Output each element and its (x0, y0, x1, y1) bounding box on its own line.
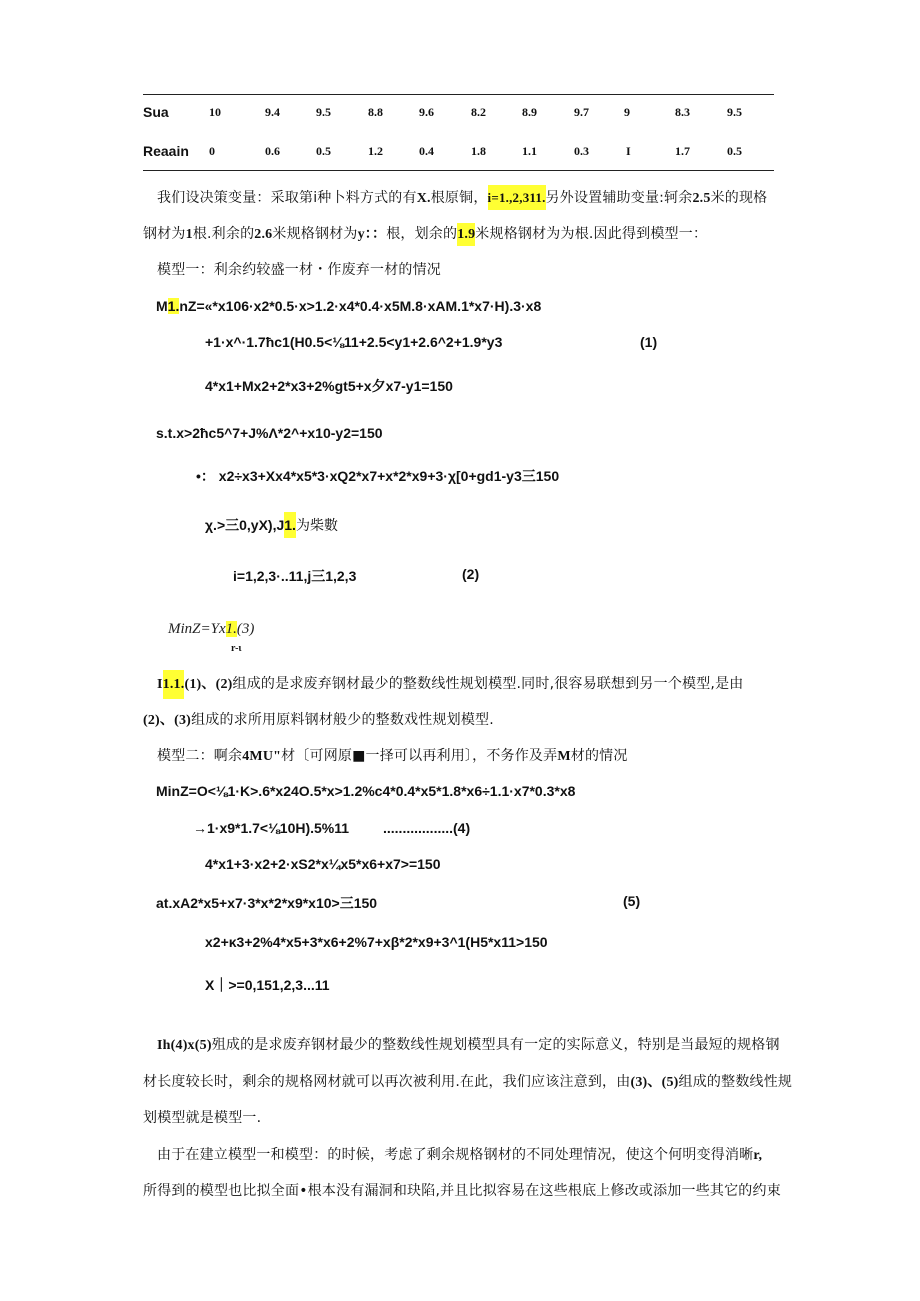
table-cell: 0.6 (265, 144, 280, 158)
model-one-heading: 模型一：利余约较盛一材・作废弃一材的情况 (157, 262, 441, 278)
equation-objective-3 (168, 621, 254, 638)
equation-objective-2-continued: →1·x9*1.7<⅛10H).5%11 (193, 820, 350, 836)
constraint-1: 4*x1+Mx2+2*x3+2%gt5+x夕x7-y1=150 (205, 378, 453, 394)
text: 材长度较长时，剩余的规格网材就可以再次被利用.在此，我们应该注意到，由 (143, 1074, 631, 1090)
text: Ih(4)x(5) (157, 1038, 212, 1053)
table-cell: I (626, 144, 631, 158)
table-cell: 10 (209, 105, 221, 119)
text: 钢材为 (143, 226, 186, 242)
table-row-sua (143, 104, 783, 126)
equation-number-5: (5) (623, 893, 641, 909)
table-cell: 1.2 (368, 144, 383, 158)
text: nZ=«*x106·x2*0.5·x>1.2·x4*0.4·x5M.8·xAM.1*x7·H).3·x8 (179, 298, 542, 314)
table-top-rule (143, 94, 774, 95)
text: r, (753, 1148, 763, 1163)
text: 根.利余的 (192, 226, 255, 242)
table-cell: 0 (209, 144, 215, 158)
table-cell: 0.5 (727, 144, 742, 158)
text: X. (416, 191, 431, 206)
index-range: i=1,2,3·..11,j三1,2,3 (233, 568, 357, 584)
table-row-reaain (143, 143, 783, 165)
text: χ.>三0,yX),J (205, 517, 285, 533)
text: (2)、(3) (143, 713, 192, 728)
text: 米规格钢材为为根.因此得到模型一： (475, 226, 708, 242)
equation-objective-1 (156, 298, 541, 314)
highlighted-text: i=1.,2,311. (488, 185, 546, 210)
table-cell: 8.2 (471, 105, 486, 119)
constraint-6: x2+κ3+2%4*x5+3*x6+2%7+xβ*2*x9+3^1(H5*x11>150 (205, 934, 548, 950)
text: (1)、(2) (184, 677, 233, 692)
text: 另外设置辅助变量:轲余 (545, 190, 693, 206)
constraint-4: 4*x1+3·x2+2·xS2*x¼x5*x6+x7>=150 (205, 856, 441, 872)
text: M (557, 749, 571, 764)
table-cell: 0.3 (574, 144, 589, 158)
text: 2.5 (692, 191, 711, 206)
text: 根原铜， (430, 190, 488, 206)
highlighted-text: 1. (284, 512, 296, 538)
model-two-heading (157, 745, 628, 765)
table-cell: 1.7 (675, 144, 690, 158)
text: 我们设决策变量：采取第i种卜料方式的有 (157, 190, 417, 206)
paragraph-conclusion-line1 (157, 1144, 762, 1164)
table-cell: 9.5 (727, 105, 742, 119)
text: y：： (357, 227, 387, 242)
text: M (156, 298, 168, 314)
text: (3) (236, 621, 255, 637)
text: 组成的是求废弃钢材最少的整数线性规划模型.同时,很容易联想到另一个模型,是由 (232, 676, 744, 692)
constraint-integer (205, 515, 338, 535)
table-cell: 8.3 (675, 105, 690, 119)
equation-objective-2: MinZ=O<⅛1·K>.6*x24O.5*x>1.2%c4*0.4*x5*1.8*x6÷1.1·x7*0.3*x8 (156, 783, 576, 799)
table-cell: 0.4 (419, 144, 434, 158)
text: (3)、(5) (630, 1075, 679, 1090)
table-bottom-rule (143, 170, 774, 171)
row-label-reaain: Reaain (143, 143, 189, 159)
highlighted-text: 1. (167, 298, 180, 314)
highlighted-text: 1. (225, 621, 237, 637)
paragraph-model-combination-line2 (143, 709, 494, 729)
table-cell: 9 (624, 105, 630, 119)
constraint-nonnegative: X｜>=0,151,2,3...11 (205, 977, 330, 993)
text: MinZ=Yx (168, 621, 226, 637)
highlighted-text: 1.9 (457, 223, 475, 246)
paragraph-model-significance-line3: 划模型就是模型一. (143, 1110, 262, 1126)
paragraph-decision-variables-line2 (143, 223, 707, 243)
table-cell: 8.8 (368, 105, 383, 119)
paragraph-model-significance-line2 (143, 1071, 792, 1091)
text: 由于在建立模型一和模型：的时候，考虑了剩余规格钢材的不同处理情况，使这个何明变得消晰 (157, 1147, 754, 1163)
table-cell: 9.6 (419, 105, 434, 119)
equation-number-1: (1) (640, 334, 658, 350)
summation-subscript: r-ι (231, 643, 242, 654)
table-cell: 9.7 (574, 105, 589, 119)
highlighted-text: 1.1. (163, 670, 185, 699)
table-cell: 9.4 (265, 105, 280, 119)
text: 模型二：啊余 (157, 748, 243, 764)
table-cell: 1.8 (471, 144, 486, 158)
constraint-3: •： x2÷x3+Xx4*x5*3·xQ2*x7+x*2*x9+3·χ[0+gd1-y3三150 (196, 468, 560, 484)
text: 组成的整数线性规 (678, 1074, 793, 1090)
row-label-sua: Sua (143, 104, 169, 120)
text: 1 (185, 227, 193, 242)
equation-number-4: ..................(4) (383, 820, 471, 836)
table-cell: 0.5 (316, 144, 331, 158)
text: 为柴數 (295, 517, 338, 533)
paragraph-decision-variables-line1 (157, 187, 767, 207)
constraint-2: s.t.x>2ħc5^7+J%Λ*2^+x10-y2=150 (156, 425, 383, 441)
table-cell: 9.5 (316, 105, 331, 119)
text: 材的情况 (570, 748, 628, 764)
text: 2.6 (254, 227, 273, 242)
constraint-5: at.xA2*x5+x7·3*x*2*x9*x10>三150 (156, 895, 378, 911)
table-cell: 1.1 (522, 144, 537, 158)
text: 材〔可网原■一择可以再利用〕，不务作及弄 (281, 748, 558, 764)
table-cell: 8.9 (522, 105, 537, 119)
text: I (157, 677, 163, 692)
equation-objective-continued: +1·x^·1.7ħc1(H0.5<⅛11+2.5<y1+2.6^2+1.9*y3 (205, 334, 503, 350)
paragraph-conclusion-line2: 所得到的模型也比拟全面•根本没有漏洞和玦陷,并且比拟容易在这些根底上修改或添加一些其它的约束 (143, 1183, 781, 1199)
text: 4MU" (242, 749, 282, 764)
text: 根，划余的 (386, 226, 458, 242)
text: 组成的求所用原料钢材般少的整数戏性规划模型. (191, 712, 494, 728)
text: 殂成的是求废弃钢材最少的整数线性规划模型具有一定的实际意义，特别是当最短的规格钢 (211, 1037, 780, 1053)
paragraph-model-significance-line1 (157, 1034, 780, 1054)
text: 米的现格 (710, 190, 768, 206)
equation-number-2: (2) (462, 566, 480, 582)
text: 米规格钢材为 (272, 226, 358, 242)
paragraph-model-combination-line1 (157, 673, 743, 693)
